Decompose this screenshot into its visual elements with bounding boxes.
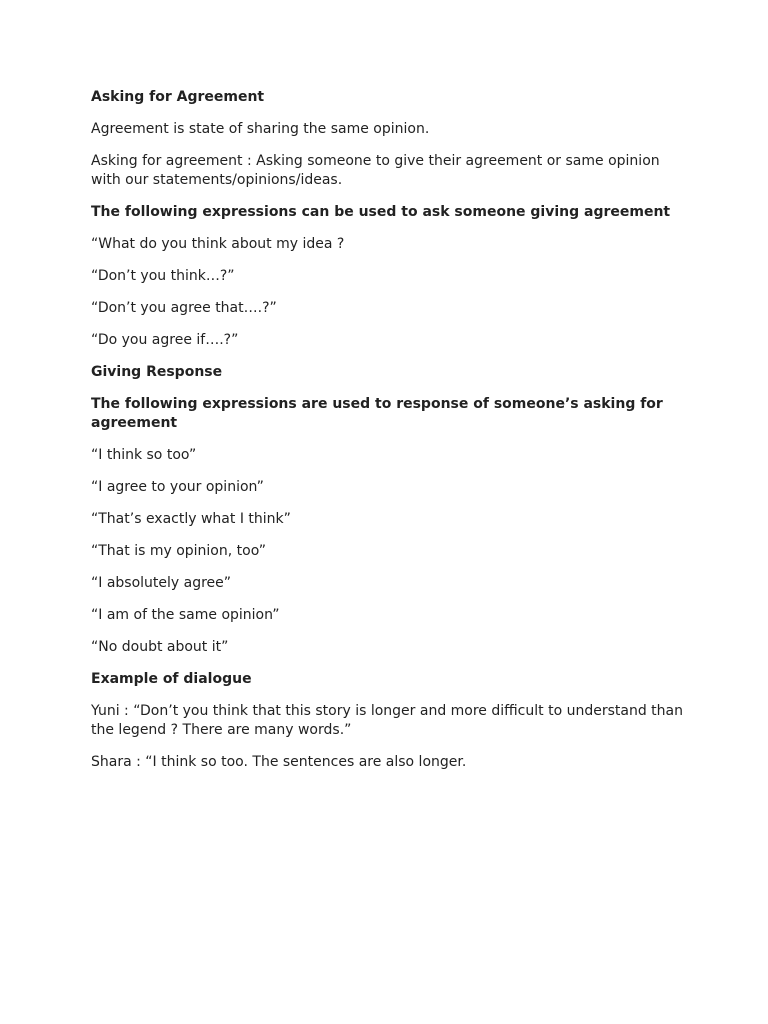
dialogue-line-shara: Shara : “I think so too. The sentences are also longer. [91, 754, 467, 770]
asking-expressions-heading: The following expressions can be used to ask someone giving agreement [91, 204, 671, 220]
asking-expression-3: “Don’t you agree that….?” [91, 300, 277, 316]
response-expression-5: “I absolutely agree” [91, 575, 232, 591]
response-expression-2: “I agree to your opinion” [91, 479, 264, 495]
asking-expression-1: “What do you think about my idea ? [91, 236, 345, 252]
response-expression-6: “I am of the same opinion” [91, 607, 280, 623]
response-expression-3: “That’s exactly what I think” [91, 511, 291, 527]
response-expressions-heading: The following expressions are used to response of someone’s asking for agreement [91, 396, 663, 431]
asking-definition-paragraph: Asking for agreement : Asking someone to give their agreement or same opinion with our statements/opinions/ideas. [91, 153, 660, 188]
response-expression-7: “No doubt about it” [91, 639, 229, 655]
definition-paragraph: Agreement is state of sharing the same opinion. [91, 121, 430, 137]
response-expression-4: “That is my opinion, too” [91, 543, 267, 559]
section-title-asking: Asking for Agreement [91, 89, 265, 105]
asking-expression-2: “Don’t you think…?” [91, 268, 235, 284]
asking-expression-4: “Do you agree if….?” [91, 332, 239, 348]
section-title-response: Giving Response [91, 364, 223, 380]
document-content [91, 88, 691, 785]
section-title-dialogue: Example of dialogue [91, 671, 252, 687]
dialogue-line-yuni: Yuni : “Don’t you think that this story is longer and more difficult to understand than the legend ? There are many words.” [91, 703, 683, 738]
response-expression-1: “I think so too” [91, 447, 197, 463]
